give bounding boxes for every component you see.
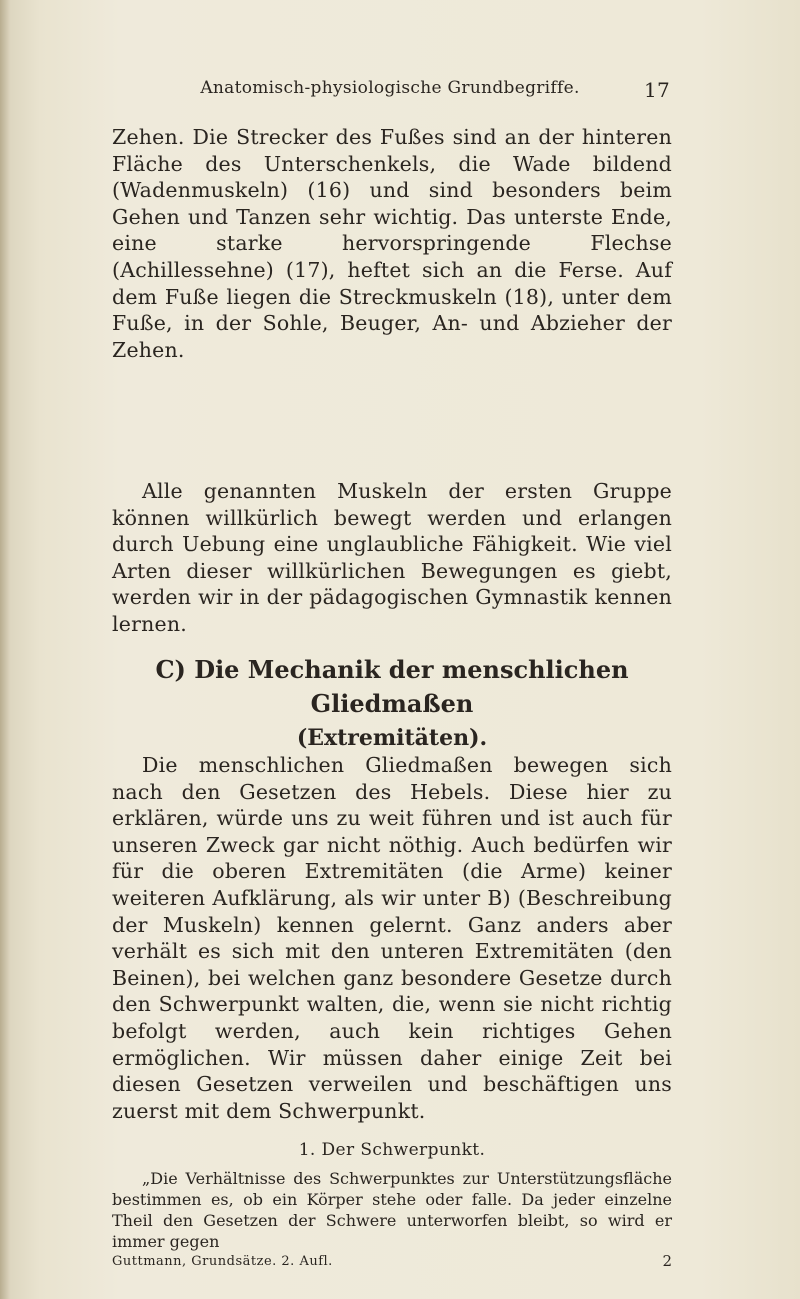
section-heading-line2: (Extremitäten). — [296, 725, 488, 751]
page-footer — [112, 1254, 672, 1276]
section-heading-line1: C) Die Mechanik der menschlichen Gliedmaßen — [155, 655, 629, 718]
paragraph-3: Die menschlichen Gliedmaßen bewegen sich nach den Gesetzen des Hebels. Diese hier zu erklären, würde uns zu weit führen und ist auch für unseren Zweck gar nicht nöthig. Auch bedürfen wir für die oberen Extremitäten (die Arme) keiner weiteren Aufklärung, als wir unter B) (Beschreibung der Muskeln) kennen gelernt. Ganz anders aber verhält es sich mit den unteren Extremitäten (den Beinen), bei welchen ganz besondere Gesetze durch den Schwerpunkt walten, die, wenn sie nicht richtig befolgt werden, auch kein richtiges Gehen ermöglichen. Wir müssen daher einige Zeit bei diesen Gesetzen verweilen und beschäftigen uns zuerst mit dem Schwerpunkt. — [112, 753, 672, 1123]
page-binding-edge — [0, 0, 10, 1299]
quote-paragraph: „Die Verhältnisse des Schwerpunktes zur Unterstützungsfläche bestimmen es, ob ein Körper stehe oder falle. Da jeder einzelne Theil den Gesetzen der Schwere unterworfen bleibt, so wird er immer gegen — [112, 1169, 672, 1251]
paragraph-1: Zehen. Die Strecker des Fußes sind an der hinteren Fläche des Unterschenkels, die Wade bildend (Wadenmuskeln) (16) und sind besonders beim Gehen und Tanzen sehr wichtig. Das unterste Ende, eine starke hervorspringende Flechse (Achillessehne) (17), heftet sich an die Ferse. Auf dem Fuße liegen die Streckmuskeln (18), unter dem Fuße, in der Sohle, Beuger, An- und Abzieher der Zehen. — [112, 125, 672, 362]
running-header — [110, 78, 670, 108]
section-heading — [112, 653, 672, 755]
signature-mark: Guttmann, Grundsätze. 2. Aufl. — [112, 1254, 333, 1269]
sheet-number: 2 — [662, 1252, 672, 1270]
paragraph-2: Alle genannten Muskeln der ersten Gruppe können willkürlich bewegt werden und erlangen durch Uebung eine unglaubliche Fähigkeit. Wie viel Arten dieser willkürlichen Bewegungen es giebt, werden wir in der pädagogischen Gymnastik kennen lernen. — [112, 479, 672, 636]
running-title: Anatomisch-physiologische Grundbegriffe. — [200, 78, 580, 98]
page-number: 17 — [643, 78, 670, 102]
subheading: 1. Der Schwerpunkt. — [298, 1140, 486, 1160]
